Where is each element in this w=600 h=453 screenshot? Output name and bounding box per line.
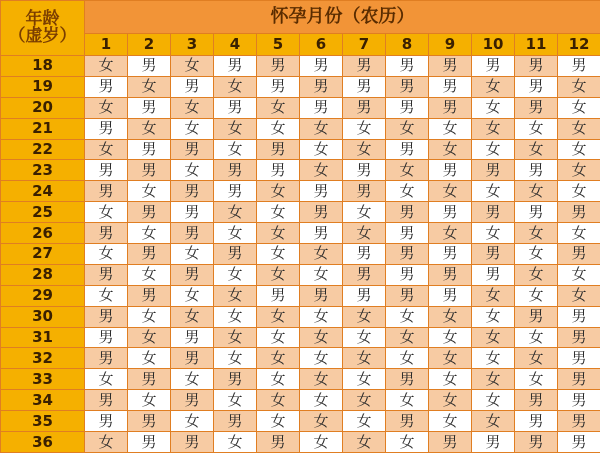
gender-cell: 女 xyxy=(257,97,300,118)
gender-cell: 男 xyxy=(128,432,171,453)
gender-cell: 男 xyxy=(128,285,171,306)
age-cell: 30 xyxy=(1,306,85,327)
gender-cell: 女 xyxy=(85,202,128,223)
gender-cell: 女 xyxy=(300,306,343,327)
gender-cell: 女 xyxy=(128,223,171,244)
gender-cell: 男 xyxy=(343,181,386,202)
age-cell: 31 xyxy=(1,327,85,348)
age-cell: 33 xyxy=(1,369,85,390)
gender-cell: 女 xyxy=(85,56,128,77)
gender-cell: 男 xyxy=(386,285,429,306)
month-header-9: 9 xyxy=(429,34,472,56)
gender-cell: 男 xyxy=(214,244,257,265)
gender-cell: 女 xyxy=(515,369,558,390)
gender-cell: 女 xyxy=(300,264,343,285)
gender-cell: 男 xyxy=(171,390,214,411)
gender-cell: 男 xyxy=(171,139,214,160)
age-cell: 35 xyxy=(1,411,85,432)
gender-cell: 男 xyxy=(429,76,472,97)
gender-cell: 女 xyxy=(214,390,257,411)
gender-cell: 男 xyxy=(171,76,214,97)
gender-cell: 男 xyxy=(386,56,429,77)
gender-cell: 女 xyxy=(257,327,300,348)
gender-cell: 男 xyxy=(171,223,214,244)
gender-cell: 女 xyxy=(429,327,472,348)
gender-cell: 女 xyxy=(171,306,214,327)
gender-cell: 女 xyxy=(429,181,472,202)
table-row xyxy=(1,285,600,306)
gender-cell: 女 xyxy=(343,369,386,390)
gender-cell: 女 xyxy=(300,118,343,139)
gender-cell: 男 xyxy=(128,139,171,160)
gender-cell: 男 xyxy=(300,181,343,202)
month-header-10: 10 xyxy=(472,34,515,56)
age-cell: 22 xyxy=(1,139,85,160)
gender-cell: 男 xyxy=(214,160,257,181)
gender-cell: 女 xyxy=(472,181,515,202)
gender-cell: 女 xyxy=(515,327,558,348)
gender-cell: 女 xyxy=(343,118,386,139)
gender-cell: 女 xyxy=(128,327,171,348)
gender-cell: 女 xyxy=(300,160,343,181)
table-row xyxy=(1,264,600,285)
gender-cell: 男 xyxy=(558,244,600,265)
gender-cell: 女 xyxy=(386,306,429,327)
gender-cell: 男 xyxy=(85,223,128,244)
gender-cell: 女 xyxy=(257,306,300,327)
gender-cell: 女 xyxy=(300,390,343,411)
table-row xyxy=(1,118,600,139)
gender-cell: 男 xyxy=(128,160,171,181)
gender-cell: 男 xyxy=(257,139,300,160)
gender-cell: 女 xyxy=(343,348,386,369)
gender-cell: 男 xyxy=(85,306,128,327)
gender-cell: 女 xyxy=(343,390,386,411)
gender-cell: 女 xyxy=(257,244,300,265)
gender-cell: 男 xyxy=(85,181,128,202)
gender-cell: 女 xyxy=(300,369,343,390)
gender-cell: 女 xyxy=(472,327,515,348)
gender-cell: 男 xyxy=(171,264,214,285)
gender-cell: 女 xyxy=(429,306,472,327)
gender-cell: 女 xyxy=(472,390,515,411)
gender-cell: 女 xyxy=(85,369,128,390)
age-cell: 23 xyxy=(1,160,85,181)
gender-cell: 男 xyxy=(558,306,600,327)
gender-cell: 女 xyxy=(472,348,515,369)
gender-cell: 男 xyxy=(214,181,257,202)
gender-cell: 女 xyxy=(171,160,214,181)
gender-cell: 女 xyxy=(343,411,386,432)
gender-cell: 女 xyxy=(515,118,558,139)
gender-cell: 男 xyxy=(343,160,386,181)
gender-cell: 男 xyxy=(128,97,171,118)
gender-cell: 男 xyxy=(558,327,600,348)
gender-cell: 女 xyxy=(257,348,300,369)
gender-cell: 男 xyxy=(343,76,386,97)
gender-cell: 女 xyxy=(257,181,300,202)
gender-cell: 女 xyxy=(214,432,257,453)
gender-cell: 女 xyxy=(343,202,386,223)
pregnancy-month-title: 怀孕月份（农历） xyxy=(85,1,600,34)
gender-cell: 女 xyxy=(214,118,257,139)
gender-cell: 男 xyxy=(386,223,429,244)
gender-cell: 男 xyxy=(300,56,343,77)
age-cell: 29 xyxy=(1,285,85,306)
gender-cell: 女 xyxy=(558,285,600,306)
gender-cell: 女 xyxy=(558,160,600,181)
table-row xyxy=(1,97,600,118)
gender-cell: 男 xyxy=(515,160,558,181)
gender-cell: 男 xyxy=(343,285,386,306)
gender-cell: 女 xyxy=(558,118,600,139)
gender-cell: 男 xyxy=(472,56,515,77)
gender-cell: 男 xyxy=(558,56,600,77)
gender-cell: 女 xyxy=(429,223,472,244)
age-cell: 25 xyxy=(1,202,85,223)
gender-cell: 男 xyxy=(429,285,472,306)
gender-cell: 女 xyxy=(386,118,429,139)
gender-cell: 男 xyxy=(429,432,472,453)
gender-cell: 男 xyxy=(300,76,343,97)
gender-cell: 男 xyxy=(343,244,386,265)
gender-cell: 男 xyxy=(171,348,214,369)
gender-cell: 男 xyxy=(429,97,472,118)
gender-cell: 男 xyxy=(128,202,171,223)
gender-cell: 女 xyxy=(214,76,257,97)
age-header-line2: （虚岁） xyxy=(8,26,77,46)
gender-cell: 女 xyxy=(128,306,171,327)
gender-cell: 女 xyxy=(85,139,128,160)
gender-cell: 男 xyxy=(85,411,128,432)
gender-cell: 男 xyxy=(515,411,558,432)
gender-cell: 男 xyxy=(429,160,472,181)
gender-cell: 女 xyxy=(472,118,515,139)
gender-cell: 女 xyxy=(343,432,386,453)
gender-cell: 女 xyxy=(429,390,472,411)
gender-cell: 女 xyxy=(515,285,558,306)
gender-cell: 女 xyxy=(214,327,257,348)
gender-cell: 男 xyxy=(343,264,386,285)
month-number-row xyxy=(1,34,600,56)
gender-cell: 女 xyxy=(171,369,214,390)
gender-cell: 男 xyxy=(429,56,472,77)
gender-cell: 女 xyxy=(128,390,171,411)
gender-cell: 女 xyxy=(558,139,600,160)
gender-cell: 男 xyxy=(171,181,214,202)
age-column-header xyxy=(1,1,85,56)
gender-cell: 女 xyxy=(343,223,386,244)
gender-cell: 男 xyxy=(85,348,128,369)
gender-cell: 女 xyxy=(257,264,300,285)
gender-cell: 男 xyxy=(386,76,429,97)
gender-cell: 女 xyxy=(472,285,515,306)
gender-cell: 男 xyxy=(472,264,515,285)
gender-cell: 女 xyxy=(386,160,429,181)
gender-cell: 女 xyxy=(515,348,558,369)
gender-cell: 女 xyxy=(128,118,171,139)
gender-cell: 男 xyxy=(257,76,300,97)
age-cell: 18 xyxy=(1,56,85,77)
gender-cell: 男 xyxy=(558,390,600,411)
gender-cell: 男 xyxy=(85,160,128,181)
gender-cell: 女 xyxy=(300,244,343,265)
gender-cell: 女 xyxy=(128,76,171,97)
table-row xyxy=(1,327,600,348)
table-row xyxy=(1,223,600,244)
month-header-6: 6 xyxy=(300,34,343,56)
table-row xyxy=(1,76,600,97)
gender-cell: 男 xyxy=(85,327,128,348)
gender-cell: 女 xyxy=(343,306,386,327)
gender-cell: 男 xyxy=(515,76,558,97)
age-cell: 28 xyxy=(1,264,85,285)
gender-cell: 男 xyxy=(386,139,429,160)
age-cell: 27 xyxy=(1,244,85,265)
gender-cell: 女 xyxy=(472,97,515,118)
month-header-8: 8 xyxy=(386,34,429,56)
gender-cell: 男 xyxy=(85,118,128,139)
gender-cell: 男 xyxy=(472,160,515,181)
gender-cell: 女 xyxy=(257,411,300,432)
gender-cell: 女 xyxy=(214,264,257,285)
gender-cell: 男 xyxy=(128,369,171,390)
gender-cell: 男 xyxy=(386,97,429,118)
gender-cell: 男 xyxy=(300,285,343,306)
gender-cell: 男 xyxy=(515,97,558,118)
gender-cell: 男 xyxy=(300,223,343,244)
gender-cell: 女 xyxy=(515,264,558,285)
table-row xyxy=(1,348,600,369)
gender-cell: 女 xyxy=(171,411,214,432)
table-row xyxy=(1,139,600,160)
month-header-4: 4 xyxy=(214,34,257,56)
gender-cell: 男 xyxy=(257,56,300,77)
gender-cell: 女 xyxy=(171,285,214,306)
gender-cell: 男 xyxy=(257,160,300,181)
gender-cell: 男 xyxy=(343,97,386,118)
gender-cell: 女 xyxy=(429,411,472,432)
age-cell: 24 xyxy=(1,181,85,202)
gender-cell: 女 xyxy=(472,76,515,97)
gender-cell: 女 xyxy=(515,139,558,160)
gender-cell: 女 xyxy=(472,411,515,432)
gender-cell: 女 xyxy=(386,327,429,348)
gender-cell: 男 xyxy=(515,390,558,411)
gender-cell: 男 xyxy=(343,56,386,77)
gender-cell: 女 xyxy=(429,118,472,139)
gender-cell: 男 xyxy=(257,285,300,306)
gender-cell: 女 xyxy=(85,244,128,265)
gender-cell: 女 xyxy=(343,139,386,160)
month-header-2: 2 xyxy=(128,34,171,56)
gender-cell: 女 xyxy=(558,97,600,118)
gender-cell: 男 xyxy=(429,244,472,265)
month-header-12: 12 xyxy=(558,34,600,56)
gender-cell: 男 xyxy=(214,97,257,118)
gender-cell: 女 xyxy=(128,264,171,285)
gender-cell: 男 xyxy=(128,244,171,265)
gender-cell: 男 xyxy=(386,202,429,223)
gender-cell: 女 xyxy=(128,348,171,369)
gender-cell: 女 xyxy=(429,369,472,390)
gender-cell: 男 xyxy=(558,202,600,223)
gender-cell: 女 xyxy=(472,139,515,160)
gender-cell: 女 xyxy=(429,348,472,369)
gender-cell: 女 xyxy=(85,97,128,118)
gender-cell: 男 xyxy=(214,411,257,432)
month-header-1: 1 xyxy=(85,34,128,56)
gender-cell: 男 xyxy=(558,411,600,432)
gender-cell: 女 xyxy=(214,348,257,369)
gender-cell: 女 xyxy=(472,306,515,327)
gender-cell: 男 xyxy=(515,56,558,77)
gender-cell: 男 xyxy=(171,432,214,453)
gender-cell: 男 xyxy=(558,432,600,453)
gender-cell: 男 xyxy=(515,306,558,327)
table-row xyxy=(1,432,600,453)
gender-cell: 女 xyxy=(386,348,429,369)
gender-cell: 女 xyxy=(386,390,429,411)
gender-cell: 女 xyxy=(257,390,300,411)
gender-cell: 男 xyxy=(171,202,214,223)
gender-cell: 男 xyxy=(472,432,515,453)
gender-cell: 女 xyxy=(257,223,300,244)
gender-cell: 女 xyxy=(558,223,600,244)
gender-cell: 男 xyxy=(429,202,472,223)
gender-cell: 女 xyxy=(171,244,214,265)
table-row xyxy=(1,369,600,390)
gender-cell: 男 xyxy=(558,369,600,390)
table-row xyxy=(1,244,600,265)
table-row xyxy=(1,181,600,202)
gender-cell: 男 xyxy=(472,244,515,265)
gender-cell: 男 xyxy=(300,97,343,118)
table-row xyxy=(1,390,600,411)
gender-cell: 男 xyxy=(85,264,128,285)
gender-cell: 女 xyxy=(214,285,257,306)
age-cell: 20 xyxy=(1,97,85,118)
gender-cell: 女 xyxy=(386,181,429,202)
gender-cell: 男 xyxy=(515,202,558,223)
age-cell: 21 xyxy=(1,118,85,139)
gender-cell: 男 xyxy=(85,76,128,97)
gender-cell: 女 xyxy=(257,202,300,223)
gender-cell: 男 xyxy=(386,244,429,265)
gender-cell: 女 xyxy=(515,223,558,244)
gender-cell: 男 xyxy=(128,56,171,77)
gender-cell: 女 xyxy=(558,76,600,97)
gender-cell: 男 xyxy=(515,432,558,453)
gender-cell: 男 xyxy=(128,411,171,432)
gender-cell: 男 xyxy=(214,369,257,390)
gender-cell: 女 xyxy=(85,285,128,306)
gender-cell: 女 xyxy=(558,264,600,285)
gender-cell: 男 xyxy=(386,369,429,390)
table-body xyxy=(1,56,600,453)
table-row xyxy=(1,56,600,77)
gender-cell: 女 xyxy=(171,118,214,139)
age-cell: 36 xyxy=(1,432,85,453)
gender-cell: 男 xyxy=(472,202,515,223)
gender-cell: 女 xyxy=(300,327,343,348)
gender-cell: 男 xyxy=(429,264,472,285)
age-cell: 19 xyxy=(1,76,85,97)
gender-cell: 女 xyxy=(343,327,386,348)
gender-cell: 女 xyxy=(128,181,171,202)
table-row xyxy=(1,306,600,327)
month-header-5: 5 xyxy=(257,34,300,56)
gender-cell: 男 xyxy=(558,348,600,369)
gender-cell: 女 xyxy=(429,139,472,160)
gender-cell: 女 xyxy=(85,432,128,453)
month-header-3: 3 xyxy=(171,34,214,56)
month-header-11: 11 xyxy=(515,34,558,56)
gender-cell: 女 xyxy=(257,369,300,390)
gender-cell: 男 xyxy=(300,202,343,223)
gender-cell: 女 xyxy=(214,306,257,327)
gender-cell: 女 xyxy=(300,411,343,432)
gender-cell: 女 xyxy=(558,181,600,202)
gender-cell: 女 xyxy=(300,432,343,453)
gender-cell: 女 xyxy=(214,139,257,160)
gender-cell: 男 xyxy=(386,264,429,285)
gender-cell: 女 xyxy=(214,223,257,244)
gender-cell: 男 xyxy=(171,327,214,348)
gender-cell: 男 xyxy=(257,432,300,453)
gender-cell: 男 xyxy=(386,411,429,432)
gender-cell: 女 xyxy=(472,369,515,390)
age-cell: 34 xyxy=(1,390,85,411)
age-header-line1: 年龄 xyxy=(25,9,60,29)
gender-cell: 女 xyxy=(214,202,257,223)
gender-cell: 女 xyxy=(515,244,558,265)
gender-cell: 女 xyxy=(515,181,558,202)
gender-cell: 女 xyxy=(300,139,343,160)
table-row xyxy=(1,202,600,223)
age-cell: 32 xyxy=(1,348,85,369)
gender-cell: 女 xyxy=(171,56,214,77)
gender-cell: 女 xyxy=(300,348,343,369)
gender-cell: 女 xyxy=(257,118,300,139)
gender-cell: 女 xyxy=(386,432,429,453)
gender-cell: 男 xyxy=(214,56,257,77)
age-cell: 26 xyxy=(1,223,85,244)
gender-cell: 女 xyxy=(472,223,515,244)
table-row xyxy=(1,160,600,181)
gender-cell: 男 xyxy=(85,390,128,411)
table-row xyxy=(1,411,600,432)
month-header-7: 7 xyxy=(343,34,386,56)
gender-cell: 女 xyxy=(171,97,214,118)
